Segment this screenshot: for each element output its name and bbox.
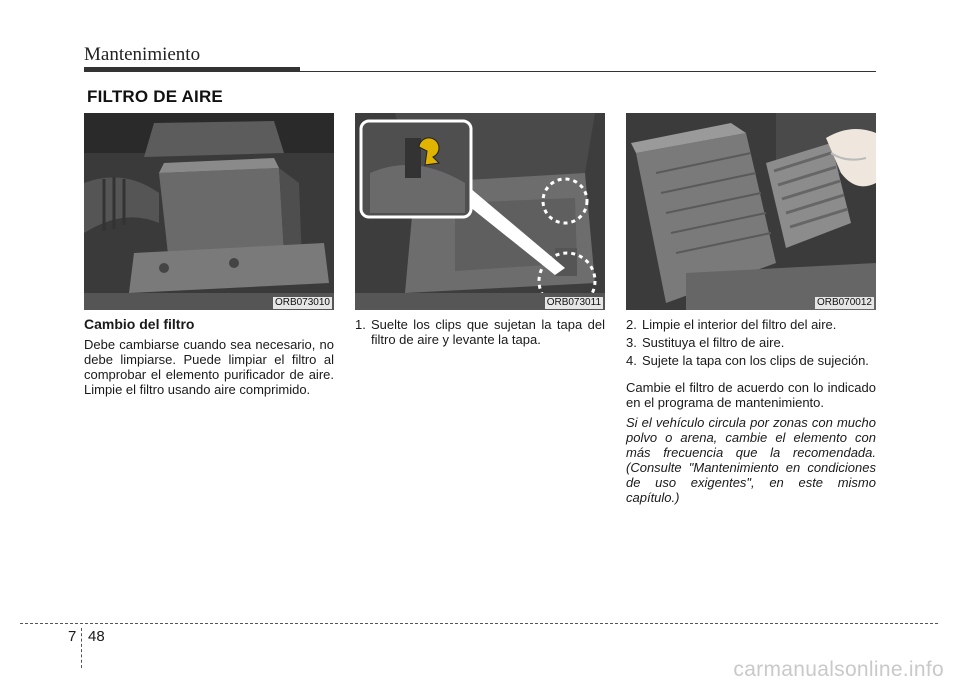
column-left [84, 317, 334, 397]
step-text: Limpie el interior del filtro del aire. [642, 317, 837, 332]
chapter-number: 7 [68, 628, 77, 645]
step-number: 1. [355, 317, 366, 332]
step-text: Sujete la tapa con los clips de sujeción. [642, 353, 869, 368]
step-item [626, 353, 876, 368]
section-title: FILTRO DE AIRE [87, 87, 223, 106]
step-number: 2. [626, 317, 637, 332]
figure-code: ORB073011 [546, 297, 601, 308]
step-text: Sustituya el filtro de aire. [642, 335, 785, 350]
engine-bay-illustration [84, 113, 334, 310]
step-text: Suelte los clips que sujetan la tapa del filtro de aire y levante la tapa. [371, 317, 605, 347]
step-item [626, 317, 876, 332]
step-item [355, 317, 605, 347]
figure-code: ORB070012 [816, 297, 872, 308]
filter-element-replacement-illustration [626, 113, 876, 310]
step-item [626, 335, 876, 350]
column-right [626, 317, 876, 505]
dusty-conditions-note: Si el vehículo circula por zonas con mucho polvo o arena, cambie el elemento con más frecuencia que la recomendada. (Consulte "Mantenimiento en condiciones de uso exigentes", en este mismo capítulo.) [626, 415, 876, 505]
filter-cover-clips-illustration [355, 113, 605, 310]
page-header-title: Mantenimiento [84, 44, 201, 65]
step-number: 4. [626, 353, 637, 368]
figure-air-filter-housing [84, 113, 334, 310]
step-number: 3. [626, 335, 637, 350]
figure-code: ORB073010 [274, 297, 330, 308]
footer-rule [20, 623, 938, 624]
header-rule [300, 71, 876, 72]
figure-replace-filter [626, 113, 876, 310]
body-text: Debe cambiarse cuando sea necesario, no debe limpiarse. Puede limpiar el filtro al comprobar el elemento purificador de aire. Limpie el filtro usando aire comprimido. [84, 337, 334, 397]
maintenance-paragraph: Cambie el filtro de acuerdo con lo indicado en el programa de mantenimiento. [626, 380, 876, 410]
page-number: 48 [88, 628, 105, 645]
column-middle [355, 317, 605, 350]
footer-divider [81, 628, 82, 668]
watermark: carmanualsonline.info [733, 658, 944, 681]
figure-filter-clips [355, 113, 605, 310]
header-bar [84, 67, 300, 72]
subheading: Cambio del filtro [84, 316, 195, 332]
